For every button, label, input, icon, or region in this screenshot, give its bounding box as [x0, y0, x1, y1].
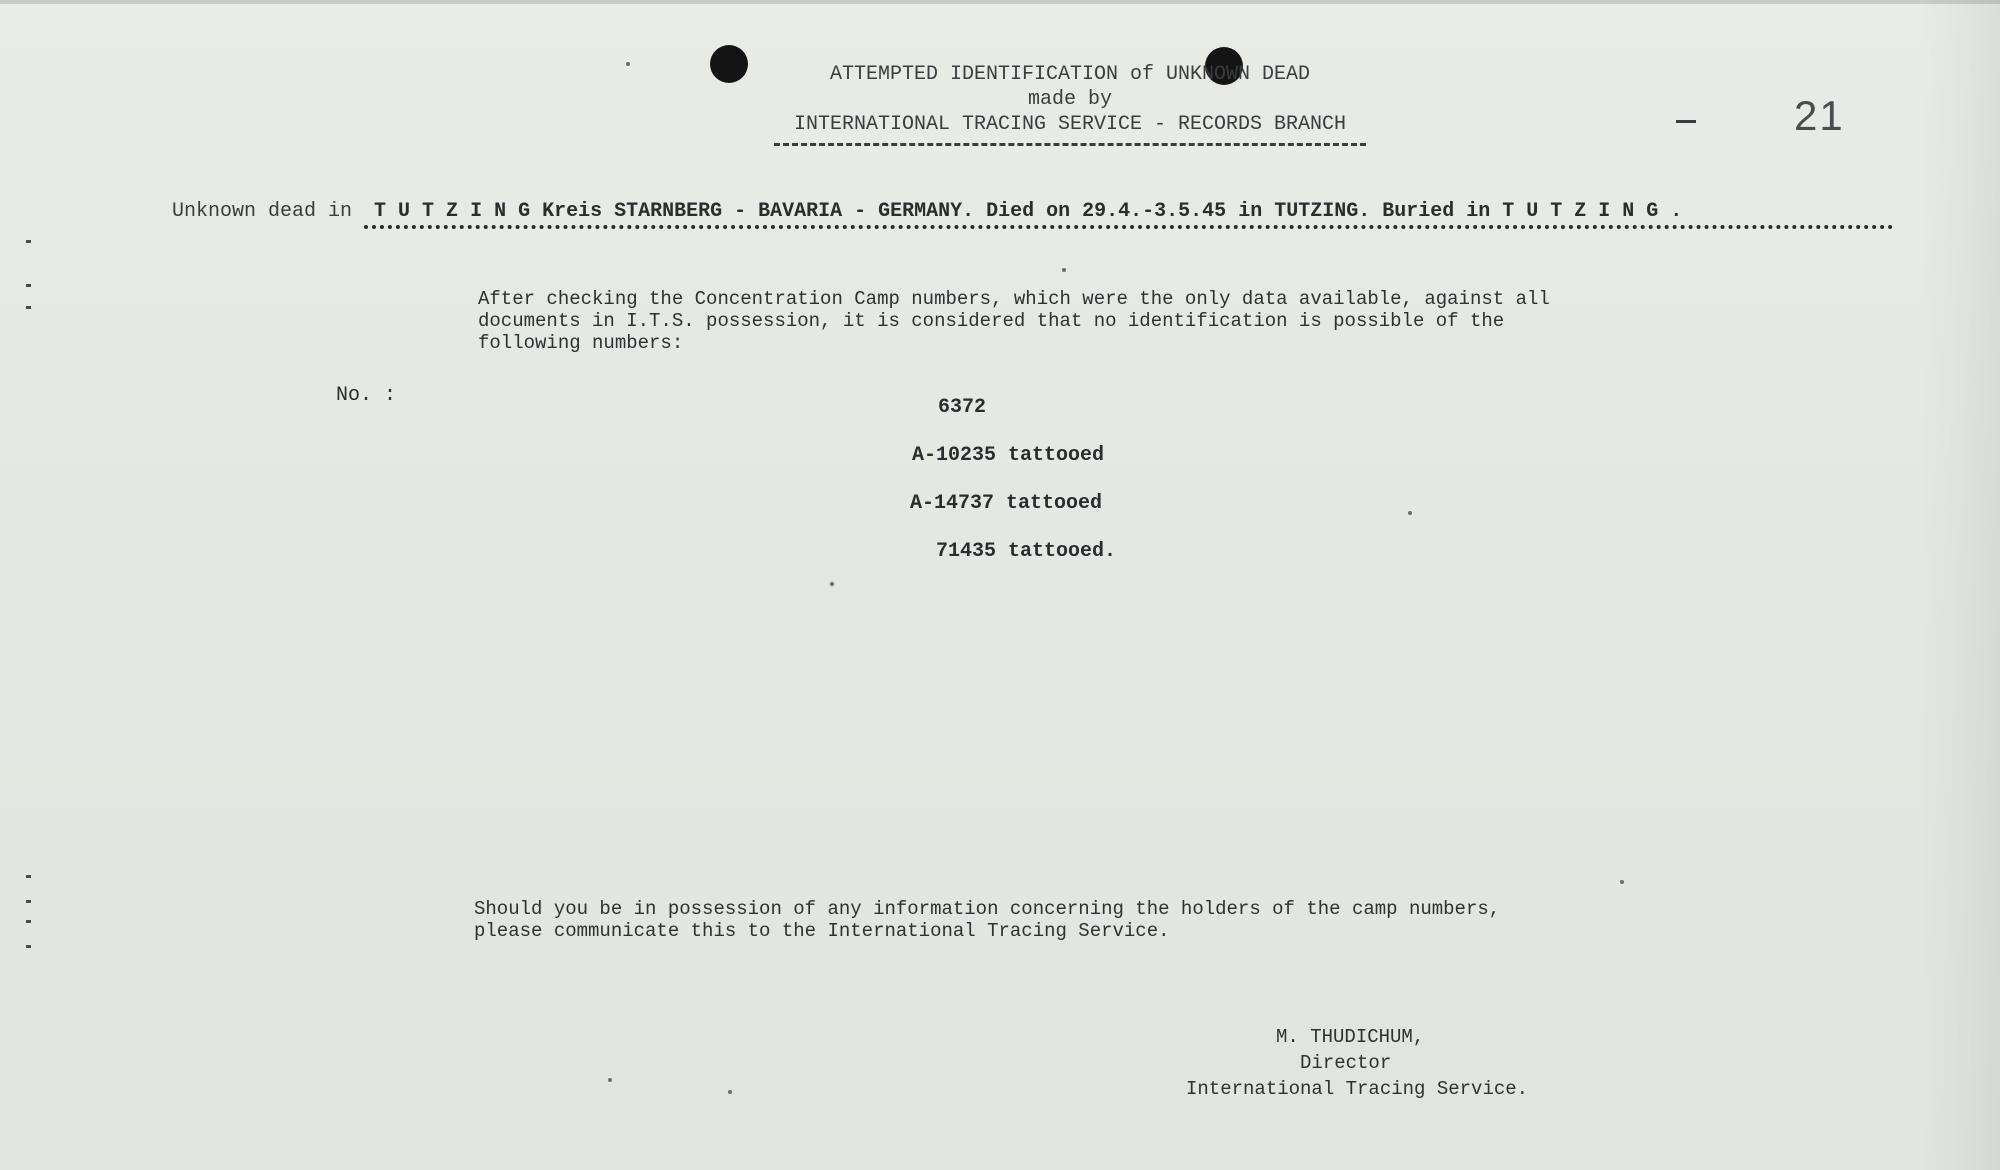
header-organization: INTERNATIONAL TRACING SERVICE - RECORDS BRANCH [793, 113, 1347, 136]
header-title: ATTEMPTED IDENTIFICATION of UNKNOWN DEAD [829, 63, 1311, 86]
margin-mark [26, 306, 31, 309]
unknown-dead-label: Unknown dead in [172, 200, 353, 223]
margin-mark [26, 920, 31, 923]
margin-mark [26, 900, 31, 903]
paper-speck [1062, 268, 1066, 272]
camp-number: A-14737 tattooed [910, 492, 1103, 515]
camp-number: 71435 tattooed. [936, 540, 1117, 563]
margin-mark [26, 240, 31, 243]
footer-note-line: Should you be in possession of any information concerning the holders of the camp numbers, [474, 898, 1501, 920]
page-mark [1676, 120, 1696, 123]
paper-speck [830, 582, 834, 586]
paper-speck [728, 1090, 732, 1094]
margin-mark [26, 284, 31, 287]
paper-speck [626, 62, 630, 66]
margin-mark [26, 945, 31, 948]
paper-speck [608, 1078, 612, 1082]
header-underline [774, 143, 1366, 146]
margin-mark [26, 875, 31, 878]
unknown-dead-line [172, 200, 1912, 229]
header-made-by: made by [1027, 88, 1112, 111]
intro-line: documents in I.T.S. possession, it is considered that no identification is possible of the [478, 310, 1505, 332]
footer-note-line: please communicate this to the International Tracing Service. [474, 920, 1170, 942]
intro-paragraph [478, 288, 1718, 354]
intro-line: following numbers: [478, 332, 684, 354]
numbers-label: No. : [336, 384, 397, 407]
right-edge-shadow [1920, 0, 2000, 1170]
intro-line: After checking the Concentration Camp numbers, which were the only data available, against all [478, 288, 1550, 310]
camp-number: A-10235 tattooed [912, 444, 1105, 467]
camp-number: 6372 [938, 396, 987, 419]
signatory-title: Director [1300, 1052, 1392, 1074]
signatory-name: M. THUDICHUM, [1276, 1026, 1425, 1048]
top-edge [0, 0, 2000, 4]
paper-speck [1408, 511, 1412, 515]
footer-note [474, 898, 1674, 942]
paper-speck [1620, 880, 1624, 884]
unknown-dead-details: T U T Z I N G Kreis STARNBERG - BAVARIA - GERMANY. Died on 29.4.-3.5.45 in TUTZING. Buried in T U T Z I N G . [364, 200, 1894, 229]
page-number: 21 [1794, 92, 1845, 139]
document-header [700, 62, 1440, 146]
signature-block [1180, 1024, 1600, 1102]
signatory-organization: International Tracing Service. [1186, 1078, 1529, 1100]
